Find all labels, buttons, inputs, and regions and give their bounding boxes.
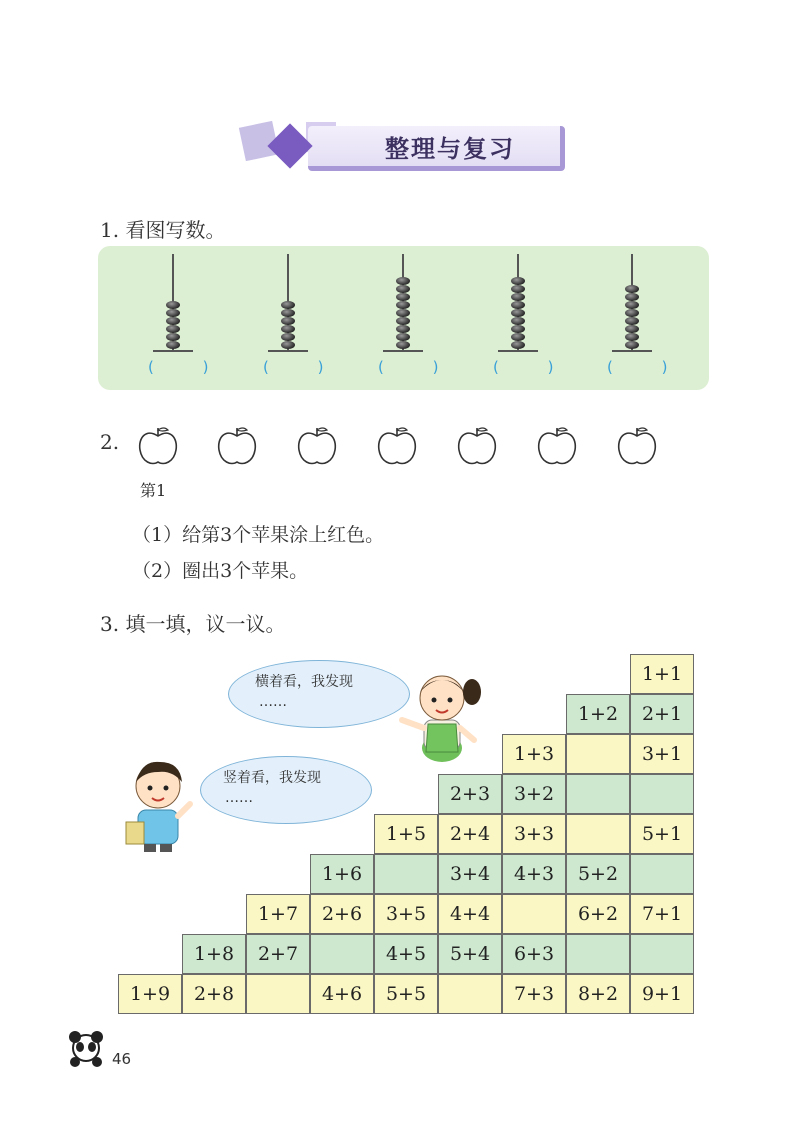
abacus-bead bbox=[166, 317, 180, 325]
boy-bubble-text: 竖着看，我发现 bbox=[223, 770, 321, 786]
abacus-bead bbox=[511, 285, 525, 293]
question-2-label: 2. bbox=[100, 430, 120, 454]
grid-cell-blank[interactable] bbox=[502, 894, 566, 934]
abacus-bead bbox=[166, 309, 180, 317]
grid-cell-blank[interactable] bbox=[246, 974, 310, 1014]
abacus-bead bbox=[281, 301, 295, 309]
grid-cell: 1+5 bbox=[374, 814, 438, 854]
grid-cell: 6+3 bbox=[502, 934, 566, 974]
grid-cell: 7+1 bbox=[630, 894, 694, 934]
abacus-bead bbox=[625, 317, 639, 325]
grid-cell: 2+4 bbox=[438, 814, 502, 854]
page-title: 整理与复习 bbox=[385, 135, 515, 163]
grid-cell: 1+8 bbox=[182, 934, 246, 974]
grid-cell: 5+1 bbox=[630, 814, 694, 854]
answer-blank[interactable]: ( ) bbox=[607, 358, 690, 376]
apple-outline[interactable] bbox=[535, 424, 579, 468]
apple-outline[interactable] bbox=[375, 424, 419, 468]
first-apple-label: 第1 bbox=[140, 481, 167, 500]
apple-outline[interactable] bbox=[295, 424, 339, 468]
question-2-item-2: （2）圈出3个苹果。 bbox=[132, 560, 309, 582]
grid-cell: 2+1 bbox=[630, 694, 694, 734]
abacus-base bbox=[498, 350, 538, 352]
grid-cell-blank[interactable] bbox=[630, 854, 694, 894]
grid-cell: 3+2 bbox=[502, 774, 566, 814]
grid-cell: 5+5 bbox=[374, 974, 438, 1014]
abacus-bead bbox=[511, 309, 525, 317]
grid-cell: 3+1 bbox=[630, 734, 694, 774]
grid-cell: 2+6 bbox=[310, 894, 374, 934]
girl-illustration bbox=[388, 662, 488, 762]
question-3-label: 3. 填一填，议一议。 bbox=[100, 612, 286, 636]
abacus-bead bbox=[511, 293, 525, 301]
boy-illustration bbox=[120, 752, 200, 856]
abacus-bead bbox=[396, 333, 410, 341]
abacus-bead bbox=[166, 301, 180, 309]
grid-cell: 2+7 bbox=[246, 934, 310, 974]
grid-cell-blank[interactable] bbox=[566, 934, 630, 974]
boy-speech-bubble bbox=[200, 756, 372, 824]
grid-cell: 2+8 bbox=[182, 974, 246, 1014]
abacus-bead bbox=[281, 341, 295, 349]
abacus-bead bbox=[396, 309, 410, 317]
grid-cell: 4+6 bbox=[310, 974, 374, 1014]
girl-bubble-ellipsis: …… bbox=[259, 694, 287, 710]
grid-cell: 5+4 bbox=[438, 934, 502, 974]
abacus-bead bbox=[511, 277, 525, 285]
girl-speech-bubble bbox=[228, 660, 410, 728]
apple-outline[interactable] bbox=[215, 424, 259, 468]
grid-cell: 4+3 bbox=[502, 854, 566, 894]
apple-outline[interactable] bbox=[136, 424, 180, 468]
grid-cell: 1+3 bbox=[502, 734, 566, 774]
section-title-banner bbox=[238, 118, 568, 174]
grid-cell-blank[interactable] bbox=[310, 934, 374, 974]
abacus-bead bbox=[396, 293, 410, 301]
grid-cell: 5+2 bbox=[566, 854, 630, 894]
grid-cell: 3+3 bbox=[502, 814, 566, 854]
question-2-item-1: （1）给第3个苹果涂上红色。 bbox=[132, 524, 385, 546]
grid-cell: 9+1 bbox=[630, 974, 694, 1014]
grid-cell: 4+5 bbox=[374, 934, 438, 974]
abacus-bead bbox=[396, 317, 410, 325]
abacus-bead bbox=[396, 285, 410, 293]
abacus-bead bbox=[511, 325, 525, 333]
abacus-base bbox=[153, 350, 193, 352]
abacus-bead bbox=[281, 325, 295, 333]
grid-cell: 1+1 bbox=[630, 654, 694, 694]
grid-cell: 6+2 bbox=[566, 894, 630, 934]
abacus-bead bbox=[166, 341, 180, 349]
panda-icon bbox=[66, 1028, 106, 1068]
abacus-bead bbox=[281, 333, 295, 341]
abacus-bead bbox=[511, 341, 525, 349]
grid-cell: 3+4 bbox=[438, 854, 502, 894]
grid-cell: 1+9 bbox=[118, 974, 182, 1014]
abacus-bead bbox=[281, 317, 295, 325]
grid-cell: 8+2 bbox=[566, 974, 630, 1014]
apple-outline[interactable] bbox=[455, 424, 499, 468]
abacus-bead bbox=[625, 309, 639, 317]
abacus-bead bbox=[396, 301, 410, 309]
grid-cell: 4+4 bbox=[438, 894, 502, 934]
grid-cell: 1+6 bbox=[310, 854, 374, 894]
page-number: 46 bbox=[112, 1050, 132, 1068]
abacus-bead bbox=[625, 333, 639, 341]
answer-blank[interactable]: ( ) bbox=[378, 358, 461, 376]
grid-cell: 1+2 bbox=[566, 694, 630, 734]
abacus-bead bbox=[625, 325, 639, 333]
grid-cell: 7+3 bbox=[502, 974, 566, 1014]
abacus-bead bbox=[396, 277, 410, 285]
abacus-bead bbox=[625, 285, 639, 293]
abacus-bead bbox=[625, 301, 639, 309]
abacus-base bbox=[268, 350, 308, 352]
grid-cell-blank[interactable] bbox=[630, 934, 694, 974]
question-1-label: 1. 看图写数。 bbox=[100, 218, 226, 242]
answer-blank[interactable]: ( ) bbox=[148, 358, 231, 376]
grid-cell-blank[interactable] bbox=[374, 854, 438, 894]
abacus-bead bbox=[511, 333, 525, 341]
boy-bubble-ellipsis: …… bbox=[225, 790, 253, 806]
grid-cell-blank[interactable] bbox=[566, 814, 630, 854]
grid-cell: 3+5 bbox=[374, 894, 438, 934]
grid-cell-blank[interactable] bbox=[438, 974, 502, 1014]
abacus-bead bbox=[625, 293, 639, 301]
girl-bubble-text: 横着看，我发现 bbox=[255, 674, 353, 690]
abacus-bead bbox=[511, 301, 525, 309]
abacus-bead bbox=[511, 317, 525, 325]
apple-outline[interactable] bbox=[615, 424, 659, 468]
abacus-base bbox=[383, 350, 423, 352]
abacus-bead bbox=[166, 325, 180, 333]
abacus-base bbox=[612, 350, 652, 352]
grid-cell: 1+7 bbox=[246, 894, 310, 934]
answer-blank[interactable]: ( ) bbox=[493, 358, 576, 376]
abacus-panel bbox=[98, 246, 709, 390]
grid-cell-blank[interactable] bbox=[566, 774, 630, 814]
answer-blank[interactable]: ( ) bbox=[263, 358, 346, 376]
abacus-bead bbox=[396, 341, 410, 349]
abacus-bead bbox=[281, 309, 295, 317]
abacus-bead bbox=[625, 341, 639, 349]
grid-cell-blank[interactable] bbox=[566, 734, 630, 774]
grid-cell: 2+3 bbox=[438, 774, 502, 814]
grid-cell-blank[interactable] bbox=[630, 774, 694, 814]
abacus-bead bbox=[166, 333, 180, 341]
abacus-bead bbox=[396, 325, 410, 333]
